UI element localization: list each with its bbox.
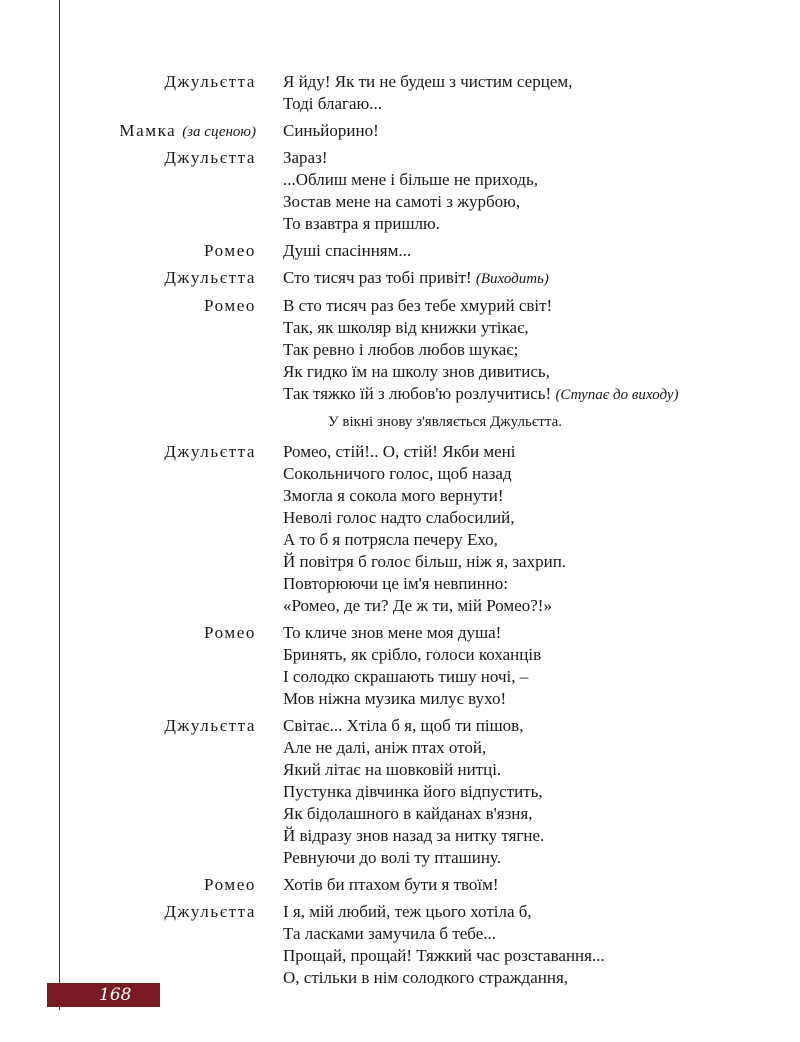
speech: [0, 147, 800, 235]
stage-direction: У вікні знову з'являється Джульєтта.: [328, 414, 562, 430]
verse-line: [283, 240, 800, 262]
inline-stage-direction: (Ступає до виходу): [555, 387, 679, 403]
speaker-label: Джульєтта: [164, 72, 256, 91]
verse-text: ...Облиш мене і більше не приходь,: [283, 170, 538, 189]
speech-lines: [283, 71, 800, 115]
verse-line: [283, 213, 800, 235]
speaker-name: [164, 71, 256, 93]
verse-text: То кличе знов мене моя душа!: [283, 623, 502, 642]
verse-text: Світає... Хтіла б я, щоб ти пішов,: [283, 716, 524, 735]
verse-line: [283, 737, 800, 759]
page-number-bar: [47, 983, 160, 1007]
speech-lines: [283, 622, 800, 710]
inline-stage-direction: (Виходить): [475, 271, 549, 287]
verse-line: [283, 825, 800, 847]
verse-line: [283, 295, 800, 317]
verse-line: [283, 803, 800, 825]
verse-text: «Ромео, де ти? Де ж ти, мій Ромео?!»: [283, 596, 552, 615]
speech-lines: [283, 901, 800, 989]
speaker-name: [204, 622, 256, 644]
verse-text: Хотів би птахом бути я твоїм!: [283, 875, 499, 894]
verse-line: [283, 71, 800, 93]
verse-text: Зараз!: [283, 148, 328, 167]
verse-text: Сто тисяч раз тобі привіт!: [283, 268, 472, 287]
speaker-name: [204, 240, 256, 262]
speech-lines: [283, 295, 800, 406]
verse-text: О, стільки в нім солодкого страждання,: [283, 968, 569, 987]
verse-text: Але не далі, аніж птах отой,: [283, 738, 487, 757]
verse-line: [283, 945, 800, 967]
speech: [0, 622, 800, 710]
verse-text: Та ласками замучила б тебе...: [283, 924, 497, 943]
verse-line: [283, 874, 800, 896]
verse-line: [283, 267, 800, 290]
verse-line: [283, 485, 800, 507]
dialogue-block-1: [0, 71, 800, 406]
verse-text: Сокольничого голос, щоб назад: [283, 464, 512, 483]
speech-lines: [283, 120, 800, 142]
speaker-label: Ромео: [203, 875, 256, 894]
verse-text: Й відразу знов назад за нитку тягне.: [283, 826, 545, 845]
speaker-name: [164, 901, 256, 923]
speech: [0, 267, 800, 290]
verse-text: Так тяжко їй з любов'ю розлучитись!: [283, 384, 552, 403]
verse-line: [283, 551, 800, 573]
verse-text: Ревнуючи до волі ту пташину.: [283, 848, 501, 867]
speech: [0, 901, 800, 989]
verse-line: [283, 644, 800, 666]
verse-text: Ромео, стій!.. О, стій! Якби мені: [283, 442, 516, 461]
verse-line: [283, 901, 800, 923]
verse-line: [283, 120, 800, 142]
verse-text: Так ревно і любов любов шукає;: [283, 340, 519, 359]
verse-line: [283, 573, 800, 595]
verse-text: Зостав мене на самоті з журбою,: [283, 192, 521, 211]
speaker-name: [119, 120, 256, 143]
speech: [0, 295, 800, 406]
verse-text: Бринять, як срібло, голоси коханців: [283, 645, 542, 664]
speaker-name: [164, 147, 256, 169]
speech: [0, 874, 800, 896]
verse-line: [283, 759, 800, 781]
speech: [0, 120, 800, 142]
verse-text: Й повітря б голос більш, ніж я, захрип.: [283, 552, 567, 571]
verse-line: [283, 93, 800, 115]
speaker-label: Ромео: [203, 241, 256, 260]
verse-line: [283, 529, 800, 551]
speaker-label: Джульєтта: [164, 268, 256, 287]
verse-text: Змогла я сокола мого вернути!: [283, 486, 504, 505]
speech: [0, 240, 800, 262]
speaker-label: Джульєтта: [164, 902, 256, 921]
speaker-label: Ромео: [203, 296, 256, 315]
verse-text: Який літає на шовковій нитці.: [283, 760, 502, 779]
speech: [0, 71, 800, 115]
speaker-label: Джульєтта: [164, 148, 256, 167]
verse-text: Повторюючи це ім'я невпинно:: [283, 574, 509, 593]
verse-line: [283, 463, 800, 485]
speaker-name: [204, 295, 256, 317]
speaker-name: [164, 267, 256, 289]
verse-text: Мов ніжна музика милує вухо!: [283, 689, 507, 708]
verse-text: Неволі голос надто слабосилий,: [283, 508, 515, 527]
verse-text: Тоді благаю...: [283, 94, 382, 113]
verse-text: Пустунка дівчинка його відпустить,: [283, 782, 543, 801]
speaker-label: Ромео: [203, 623, 256, 642]
verse-text: Прощай, прощай! Тяжкий час розставання...: [283, 946, 605, 965]
speech: [0, 441, 800, 617]
verse-line: [283, 967, 800, 989]
verse-line: [283, 595, 800, 617]
verse-text: Як гидко їм на школу знов дивитись,: [283, 362, 550, 381]
verse-line: [283, 383, 800, 406]
verse-line: [283, 339, 800, 361]
verse-line: [283, 507, 800, 529]
speaker-label: Джульєтта: [164, 716, 256, 735]
verse-text: Як бідолашного в кайданах в'язня,: [283, 804, 533, 823]
verse-line: [283, 317, 800, 339]
verse-line: [283, 688, 800, 710]
verse-text: Душі спасінням...: [283, 241, 412, 260]
verse-line: [283, 147, 800, 169]
verse-text: А то б я потрясла печеру Ехо,: [283, 530, 498, 549]
play-dialogue: [0, 71, 800, 994]
verse-line: [283, 715, 800, 737]
page-number: 168: [99, 985, 132, 1005]
speaker-name: [164, 441, 256, 463]
speech-lines: [283, 240, 800, 262]
verse-line: [283, 622, 800, 644]
verse-line: [283, 847, 800, 869]
verse-line: [283, 781, 800, 803]
speech-lines: [283, 441, 800, 617]
speech-lines: [283, 874, 800, 896]
speech-lines: [283, 267, 800, 290]
verse-line: [283, 169, 800, 191]
verse-line: [283, 441, 800, 463]
speaker-note: (за сценою): [182, 124, 256, 140]
verse-text: В сто тисяч раз без тебе хмурий світ!: [283, 296, 553, 315]
verse-text: Я йду! Як ти не будеш з чистим серцем,: [283, 72, 573, 91]
speech: [0, 715, 800, 869]
speech-lines: [283, 715, 800, 869]
verse-text: І я, мій любий, теж цього хотіла б,: [283, 902, 532, 921]
speaker-label: Джульєтта: [164, 442, 256, 461]
verse-text: То взавтра я пришлю.: [283, 214, 440, 233]
verse-line: [283, 361, 800, 383]
verse-text: Так, як школяр від книжки утікає,: [283, 318, 529, 337]
verse-line: [283, 666, 800, 688]
dialogue-block-2: [0, 441, 800, 989]
verse-text: Синьйорино!: [283, 121, 379, 140]
speech-lines: [283, 147, 800, 235]
verse-line: [283, 923, 800, 945]
speaker-name: [164, 715, 256, 737]
verse-line: [283, 191, 800, 213]
speaker-label: Мамка: [119, 121, 177, 140]
verse-text: І солодко скрашають тишу ночі, –: [283, 667, 529, 686]
speaker-name: [204, 874, 256, 896]
